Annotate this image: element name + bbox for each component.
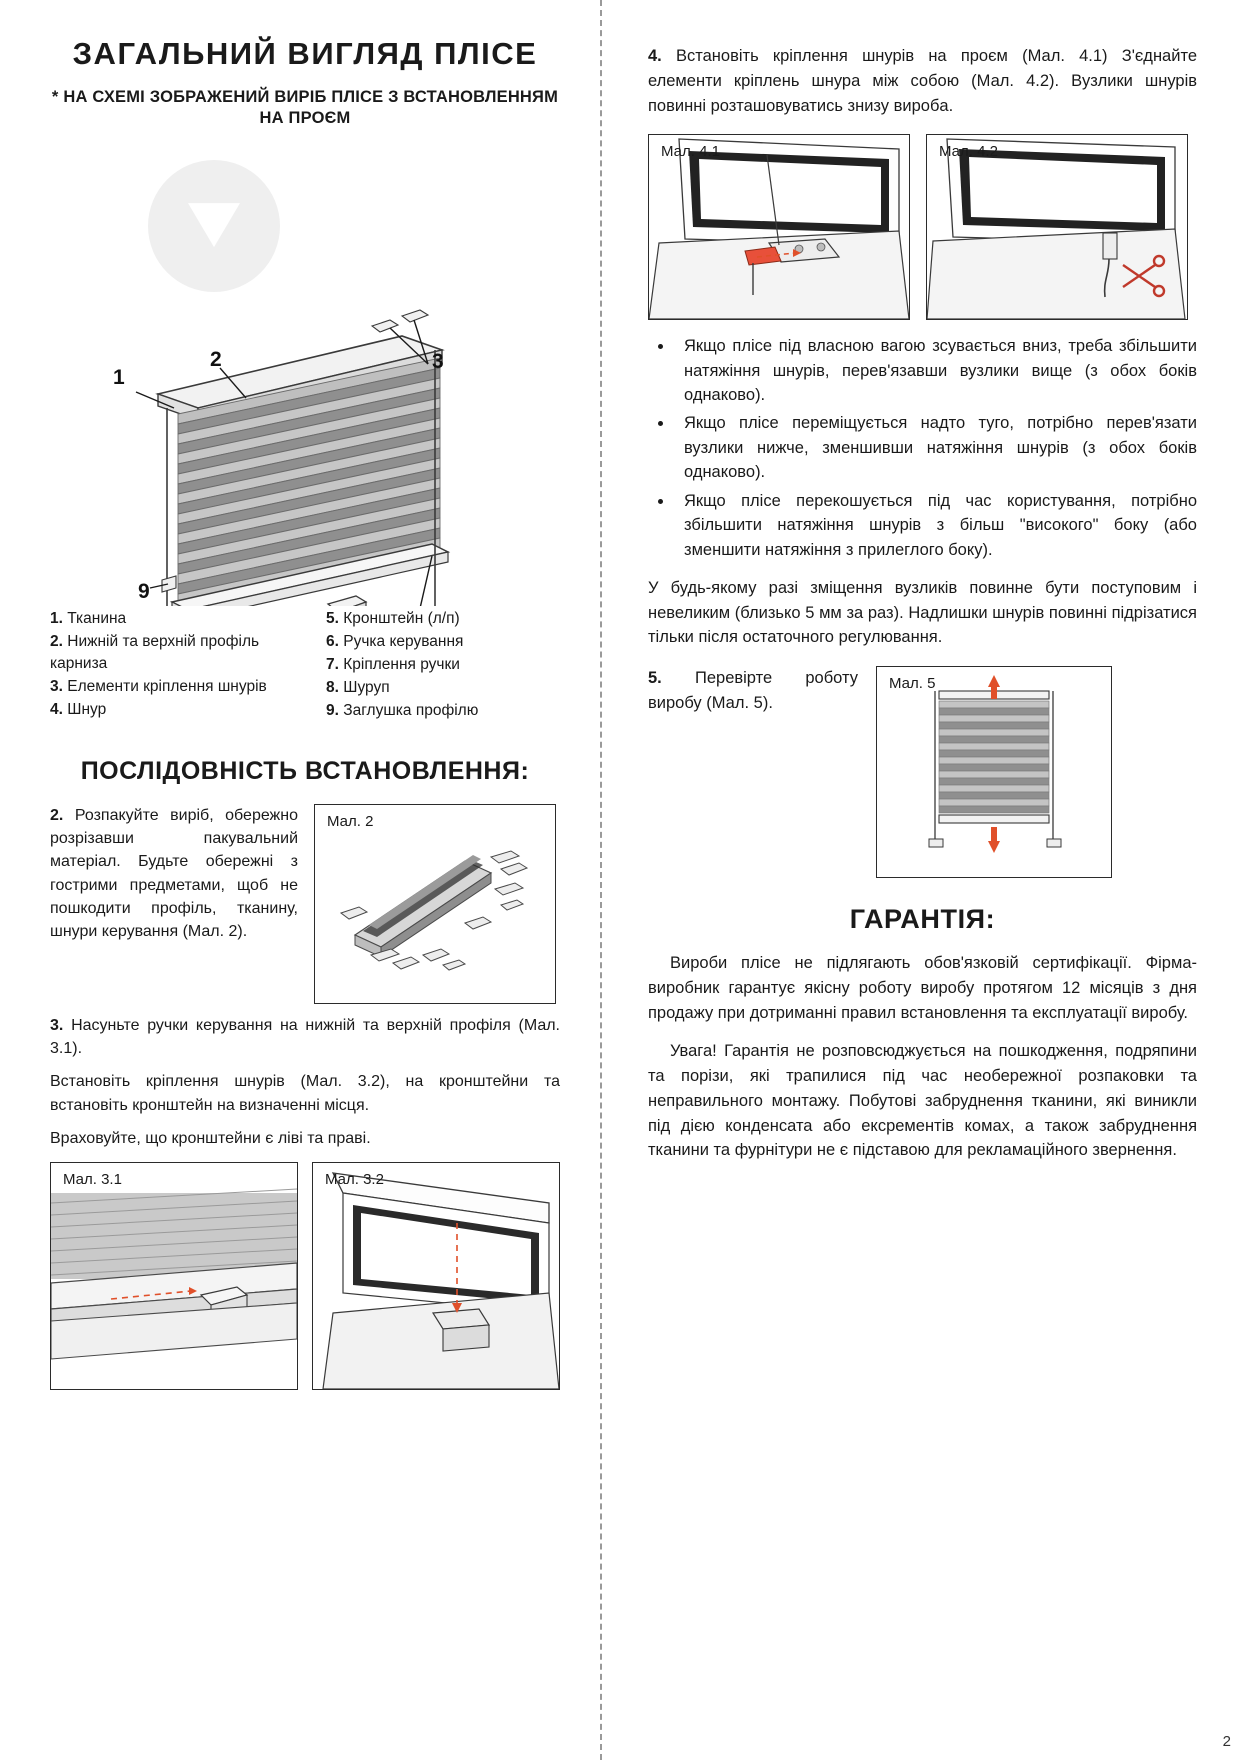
adjustment-bullets bbox=[648, 334, 1197, 562]
legend-column-1 bbox=[50, 608, 300, 723]
legend-number: 8. bbox=[326, 679, 339, 697]
legend-number: 6. bbox=[326, 633, 339, 651]
figure-5 bbox=[876, 666, 1112, 878]
step-3-body-1: Насуньте ручки керування на нижній та верхній профіля (Мал. 3.1). bbox=[50, 1017, 561, 1058]
figure-3-1-label: Мал. 3.1 bbox=[63, 1171, 122, 1189]
legend-number: 9. bbox=[326, 702, 339, 720]
page-subtitle: * НА СХЕМІ ЗОБРАЖЕНИЙ ВИРІБ ПЛІСЕ З ВСТАНОВЛЕННЯМ НА ПРОЄМ bbox=[51, 87, 559, 128]
step-2-number: 2. bbox=[50, 807, 64, 825]
figure-5-illustration bbox=[877, 667, 1111, 877]
legend-number: 2. bbox=[50, 633, 63, 651]
legend-number: 7. bbox=[326, 656, 339, 674]
figures-4-row bbox=[648, 134, 1197, 320]
figure-3-2-illustration bbox=[313, 1163, 559, 1389]
page-number: 2 bbox=[1222, 1733, 1231, 1750]
legend bbox=[50, 608, 560, 723]
step-5-number: 5. bbox=[648, 669, 662, 688]
figure-5-label: Мал. 5 bbox=[889, 675, 936, 693]
legend-label: Шуруп bbox=[343, 679, 390, 697]
pleated-blind-illustration bbox=[50, 136, 560, 606]
warranty-paragraph-1: Вироби плісе не підлягають обов'язковій сертифікації. Фірма-виробник гарантує якісну роботу виробу протягом 12 місяців з дня продажу при дотриманні правил встановлення та експлуатації виробу. bbox=[648, 954, 1197, 1022]
step-5 bbox=[648, 666, 1197, 878]
list-item bbox=[50, 699, 300, 721]
legend-label: Кронштейн (л/п) bbox=[343, 610, 460, 628]
step-2 bbox=[50, 804, 560, 1004]
legend-number: 4. bbox=[50, 701, 63, 719]
list-item bbox=[326, 654, 478, 676]
step-2-paragraph bbox=[50, 804, 298, 943]
figure-4-1-label: Мал. 4.1 bbox=[661, 143, 720, 161]
page-title: ЗАГАЛЬНИЙ ВИГЛЯД ПЛІСЕ bbox=[72, 36, 538, 71]
callout-3: 3 bbox=[432, 350, 444, 374]
legend-number: 3. bbox=[50, 678, 63, 696]
legend-label: Нижній та верхній профіль карниза bbox=[50, 633, 260, 673]
list-item bbox=[50, 631, 300, 675]
figure-3-1 bbox=[50, 1162, 298, 1390]
step-4-body: Встановіть кріплення шнурів на проєм (Мал. 4.1) З'єднайте елементи кріплень шнура між собою (Мал. 4.2). Вузлики шнурів повинні розташовуватись знизу виробa. bbox=[648, 47, 1197, 115]
callout-9: 9 bbox=[138, 580, 150, 604]
list-item bbox=[326, 700, 478, 722]
legend-label: Шнур bbox=[67, 701, 107, 719]
step-4-number: 4. bbox=[648, 47, 662, 65]
adjustment-note: У будь-якому разі зміщення вузликів повинне бути поступовим і невеликим (близько 5 мм за раз). Надлишки шнурів повинні підрізатися тільки після остаточного регулювання. bbox=[648, 578, 1197, 647]
legend-label: Заглушка профілю bbox=[343, 702, 479, 720]
legend-label: Ручка керування bbox=[343, 633, 464, 651]
section-title-warranty: ГАРАНТІЯ: bbox=[849, 904, 996, 935]
step-3-paragraph-3: Враховуйте, що кронштейни є ліві та праві. bbox=[50, 1129, 371, 1147]
step-5-paragraph bbox=[648, 666, 858, 716]
figure-2-illustration bbox=[315, 805, 555, 1003]
figure-3-2-label: Мал. 3.2 bbox=[325, 1171, 384, 1189]
figure-3-1-illustration bbox=[51, 1163, 297, 1389]
figure-4-2-label: Мал. 4.2 bbox=[939, 143, 998, 161]
step-3-paragraph-1 bbox=[50, 1014, 560, 1060]
legend-label: Кріплення ручки bbox=[343, 656, 460, 674]
list-item: • Якщо плісе під власною вагою зсувається вниз, треба збільшити натяжіння шнурів, перев'язавши вузлики вище (з обох боків однаково). bbox=[674, 334, 1197, 407]
list-item bbox=[326, 631, 478, 653]
step-3-paragraph-2: Встановіть кріплення шнурів (Мал. 3.2), на кронштейни та встановіть кронштейн на визначенні місця. bbox=[50, 1073, 560, 1114]
figure-2 bbox=[314, 804, 556, 1004]
list-item bbox=[50, 676, 300, 698]
overview-diagram bbox=[50, 136, 560, 606]
figure-4-1-illustration bbox=[649, 135, 909, 319]
list-item: • Якщо плісе перекошується під час користування, потрібно збільшити натяжіння шнурів з більш "високого" боку (або зменшити натяжіння з прилеглого боку). bbox=[674, 489, 1197, 562]
step-2-body: Розпакуйте виріб, обережно розрізавши пакувальний матеріал. Будьте обережні з гострими предметами, щоб не пошкодити профіль, тканину, шнури керування (Мал. 2). bbox=[50, 807, 298, 941]
legend-label: Елементи кріплення шнурів bbox=[67, 678, 267, 696]
legend-column-2 bbox=[326, 608, 478, 723]
figure-4-2-illustration bbox=[927, 135, 1187, 319]
list-item: • Якщо плісе переміщується надто туго, потрібно перев'язати вузлики нижче, зменшивши натяжіння шнурів (з обох боків однаково). bbox=[674, 411, 1197, 484]
warranty-paragraph-2: Увага! Гарантія не розповсюджується на пошкодження, подряпини та порізи, які трапилися під час необережної розпаковки та неправильного монтажу. Побутові забруднення тканини, які виникли під дією конденсата або ексрементів комах, а також забруднення тканини та фурнітури не є підставою для рекламаційного звернення. bbox=[648, 1042, 1197, 1160]
left-column bbox=[0, 0, 600, 1760]
legend-label: Тканина bbox=[67, 610, 127, 628]
legend-number: 5. bbox=[326, 610, 339, 628]
step-4-paragraph bbox=[648, 44, 1197, 118]
figure-4-1 bbox=[648, 134, 910, 320]
callout-1: 1 bbox=[113, 366, 125, 390]
right-column bbox=[600, 0, 1245, 1760]
figure-4-2 bbox=[926, 134, 1188, 320]
callout-2: 2 bbox=[210, 348, 222, 372]
step-2-text-block bbox=[50, 804, 298, 953]
section-title-installation: ПОСЛІДОВНІСТЬ ВСТАНОВЛЕННЯ: bbox=[80, 757, 530, 786]
step-5-body: Перевірте роботу виробу (Мал. 5). bbox=[648, 669, 858, 712]
figures-3-row bbox=[50, 1162, 560, 1390]
figure-3-2 bbox=[312, 1162, 560, 1390]
list-item bbox=[50, 608, 300, 630]
legend-number: 1. bbox=[50, 610, 63, 628]
list-item bbox=[326, 608, 478, 630]
list-item bbox=[326, 677, 478, 699]
figure-2-label: Мал. 2 bbox=[327, 813, 374, 831]
step-3-number: 3. bbox=[50, 1017, 64, 1035]
